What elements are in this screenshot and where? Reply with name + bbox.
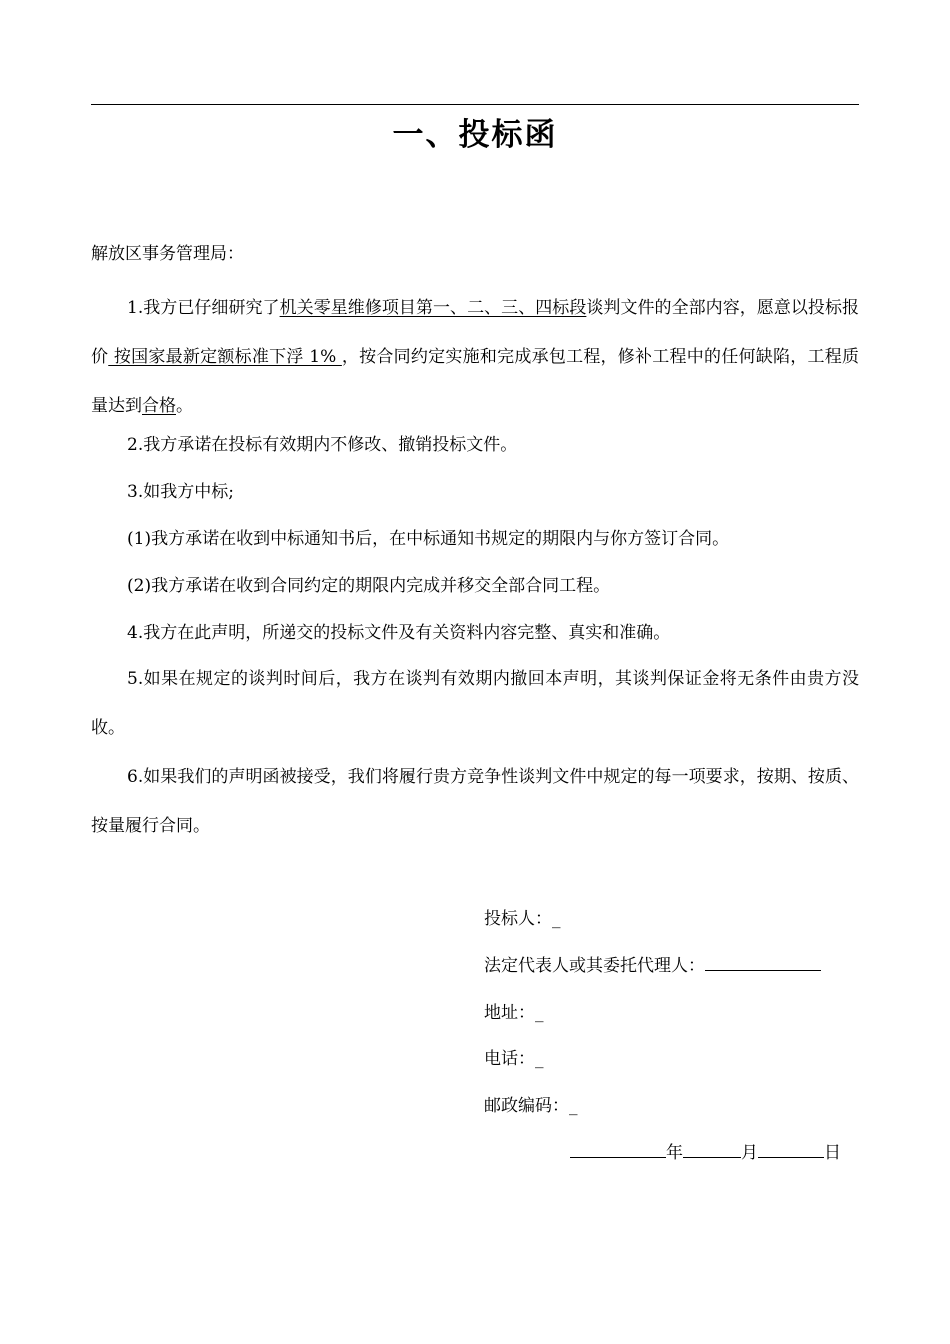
representative-label: 法定代表人或其委托代理人： (484, 956, 705, 976)
clause-3: 3.如我方中标; (127, 482, 234, 502)
clause-1-mid1: 谈判文件的全部内容，愿意以投标报价 (91, 298, 860, 367)
clause-1-end: 。 (176, 396, 193, 416)
project-name: 机关零星维修项目第一、二、三、四标段 (279, 298, 587, 318)
day-label: 日 (824, 1143, 841, 1163)
clause-3-1: (1)我方承诺在收到中标通知书后，在中标通知书规定的期限内与你方签订合同。 (127, 529, 730, 549)
clause-6: 6.如果我们的声明函被接受，我们将履行贵方竞争性谈判文件中规定的每一项要求，按期、按质、按量履行合同。 (91, 767, 859, 836)
year-blank (570, 1139, 666, 1158)
month-blank (683, 1139, 741, 1158)
clause-5: 5.如果在规定的谈判时间后，我方在谈判有效期内撤回本声明，其谈判保证金将无条件由贵方没收。 (91, 669, 859, 738)
representative-blank (705, 952, 821, 971)
header-rule (91, 104, 859, 105)
clause-4: 4.我方在此声明，所递交的投标文件及有关资料内容完整、真实和准确。 (127, 623, 671, 643)
clause-1 (91, 284, 859, 431)
clause-3-2: (2)我方承诺在收到合同约定的期限内完成并移交全部合同工程。 (127, 576, 611, 596)
month-label: 月 (741, 1143, 758, 1163)
postcode-line: 邮政编码：_ (484, 1096, 578, 1116)
year-label: 年 (666, 1143, 683, 1163)
clause-2: 2.我方承诺在投标有效期内不修改、撤销投标文件。 (127, 435, 518, 455)
phone-line: 电话：_ (484, 1049, 544, 1069)
day-blank (758, 1139, 824, 1158)
bid-price: 按国家最新定额标准下浮 1% (108, 347, 342, 367)
representative-line (484, 952, 821, 980)
address-line: 地址：_ (484, 1003, 544, 1023)
addressee: 解放区事务管理局： (91, 244, 244, 264)
clause-1-mid2: ，按合同约定实施和完成承包工程，修补工程中的任何缺陷，工程质量达到 (91, 347, 860, 416)
quality-level: 合格 (142, 396, 176, 416)
bidder-line: 投标人：_ (484, 909, 561, 929)
clause-1-prefix: 1.我方已仔细研究了 (127, 298, 280, 318)
date-line (570, 1139, 841, 1167)
page-title: 一、投标函 (392, 117, 558, 153)
